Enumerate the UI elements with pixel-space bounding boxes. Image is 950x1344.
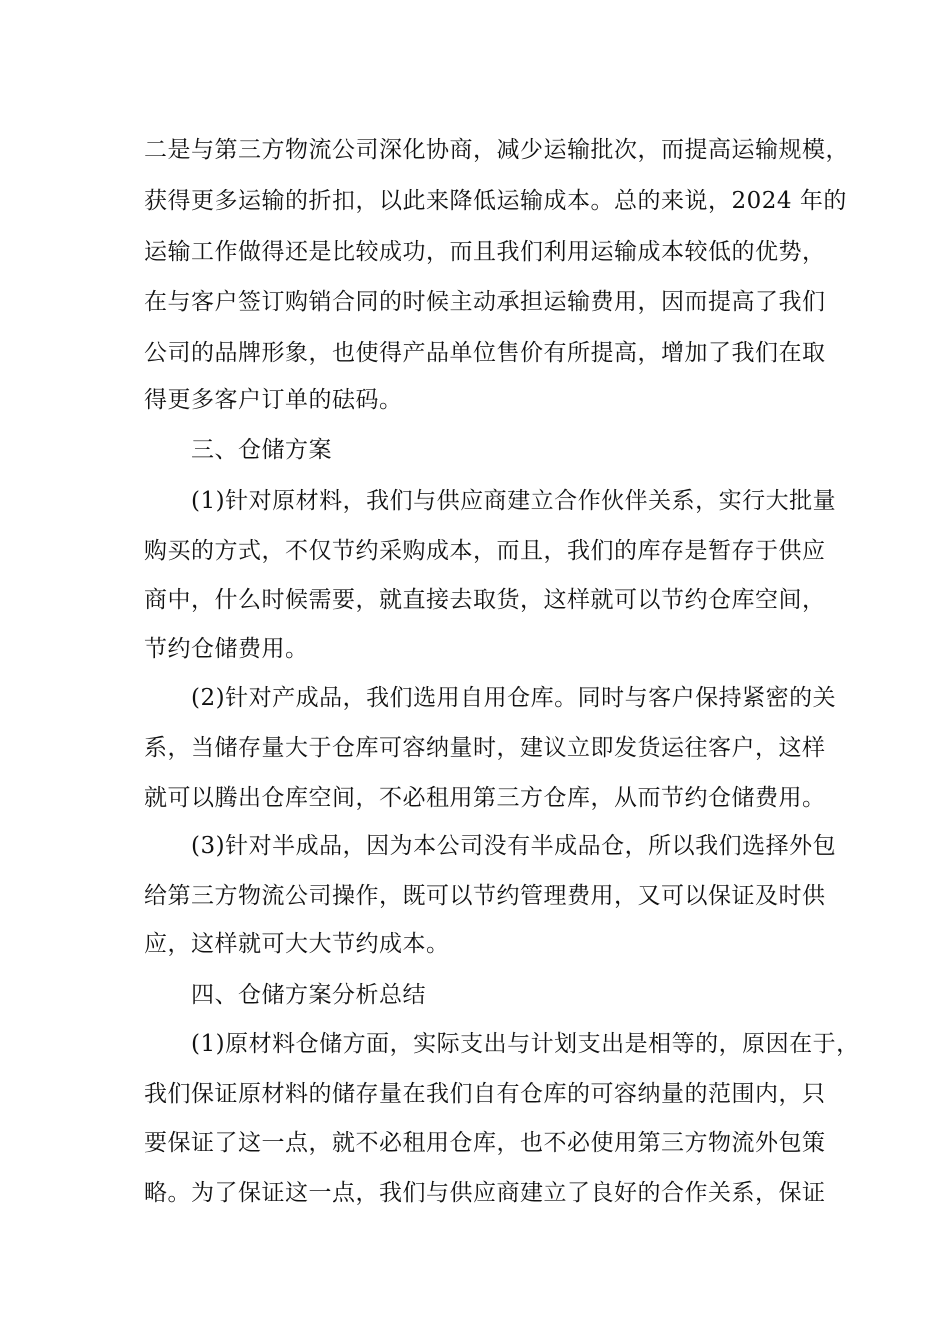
body-text-line: 获得更多运输的折扣，以此来降低运输成本。总的来说，2024 年的 — [144, 188, 847, 214]
section-heading: 四、仓储方案分析总结 — [191, 982, 426, 1008]
body-text-line: 运输工作做得还是比较成功，而且我们利用运输成本较低的优势， — [144, 239, 826, 265]
body-text-line: (1)针对原材料，我们与供应商建立合作伙伴关系，实行大批量 — [191, 488, 837, 514]
body-text-line: 商中，什么时候需要，就直接去取货，这样就可以节约仓库空间， — [144, 587, 826, 613]
body-text-line: 公司的品牌形象，也使得产品单位售价有所提高，增加了我们在取 — [144, 340, 826, 366]
body-text-line: (3)针对半成品，因为本公司没有半成品仓，所以我们选择外包 — [191, 833, 837, 859]
body-text-line: 应，这样就可大大节约成本。 — [144, 931, 450, 957]
body-text-line: 得更多客户订单的砝码。 — [144, 387, 403, 413]
body-text-line: 节约仓储费用。 — [144, 636, 309, 662]
section-heading: 三、仓储方案 — [191, 437, 332, 463]
body-text-line: (1)原材料仓储方面，实际支出与计划支出是相等的，原因在于， — [191, 1031, 860, 1057]
body-text-line: 就可以腾出仓库空间，不必租用第三方仓库，从而节约仓储费用。 — [144, 785, 826, 811]
body-text-line: 购买的方式，不仅节约采购成本，而且，我们的库存是暂存于供应 — [144, 538, 826, 564]
body-text-line: 略。为了保证这一点，我们与供应商建立了良好的合作关系，保证 — [144, 1180, 826, 1206]
body-text-line: 系，当储存量大于仓库可容纳量时，建议立即发货运往客户，这样 — [144, 735, 826, 761]
body-text-line: (2)针对产成品，我们选用自用仓库。同时与客户保持紧密的关 — [191, 685, 837, 711]
body-text-line: 我们保证原材料的储存量在我们自有仓库的可容纳量的范围内，只 — [144, 1081, 826, 1107]
body-text-line: 在与客户签订购销合同的时候主动承担运输费用，因而提高了我们 — [144, 289, 826, 315]
body-text-line: 二是与第三方物流公司深化协商，减少运输批次，而提高运输规模， — [144, 137, 849, 163]
body-text-line: 给第三方物流公司操作，既可以节约管理费用，又可以保证及时供 — [144, 883, 826, 909]
body-text-line: 要保证了这一点，就不必租用仓库，也不必使用第三方物流外包策 — [144, 1130, 826, 1156]
